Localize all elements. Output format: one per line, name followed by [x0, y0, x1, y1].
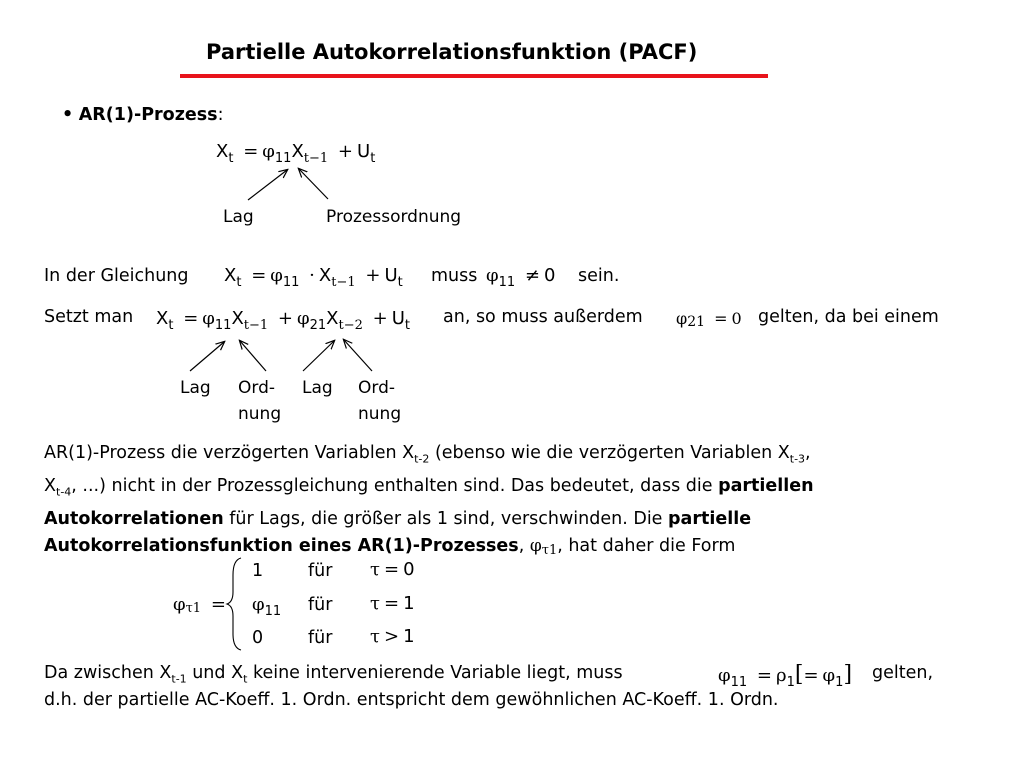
- g-u: U: [384, 265, 398, 286]
- sc-phi: φ: [676, 309, 688, 328]
- s-u: U: [391, 308, 405, 329]
- s-plus1: +: [277, 308, 293, 329]
- gc-phi: φ: [486, 265, 499, 286]
- case-tau: τ: [370, 626, 380, 647]
- p-phi-sub: τ1: [541, 542, 558, 558]
- fe-phi-sub: 11: [730, 675, 748, 690]
- eq1-xlag: X: [291, 141, 304, 162]
- fe-rho: ρ: [775, 665, 787, 686]
- eq1-u-sub: t: [370, 151, 376, 166]
- gc-neq: ≠: [524, 265, 540, 286]
- g-u-sub: t: [397, 275, 403, 290]
- label-ord-1-a: Ord-: [238, 378, 275, 398]
- gleichung-prefix: In der Gleichung: [44, 266, 189, 286]
- sc-zero: 0: [731, 309, 742, 328]
- gc-phi-sub: 11: [498, 275, 516, 290]
- sc-equals: =: [714, 309, 728, 328]
- bullet-dot: •: [62, 105, 74, 125]
- fe-rho-sub: 1: [786, 675, 795, 690]
- case-tau: τ: [370, 559, 380, 580]
- p-s4: t-4: [56, 485, 72, 499]
- case-value: 1: [252, 561, 264, 581]
- g-x: X: [224, 265, 237, 286]
- g-equals: =: [251, 265, 267, 286]
- s-equals: =: [183, 308, 199, 329]
- p-b4: Autokorrelationsfunktion eines AR(1)-Prozesses: [44, 535, 519, 556]
- fe-eq: =: [756, 665, 772, 686]
- eq1-phi-sub: 11: [274, 151, 292, 166]
- case-num: 1: [403, 593, 415, 614]
- f-t2: und X: [186, 663, 244, 683]
- eq1-x-sub: t: [228, 151, 234, 166]
- label-ord-1-b: nung: [238, 404, 282, 424]
- g-xlag-sub: t−1: [331, 275, 356, 290]
- case-rel: >: [383, 626, 400, 647]
- label-ord-2-a: Ord-: [358, 378, 395, 398]
- s-x2: X: [326, 308, 339, 329]
- label-lag-1: Lag: [180, 378, 211, 398]
- gleichung-muss: muss: [431, 266, 478, 286]
- s-phi2-sub: 21: [309, 318, 327, 333]
- case-value-phi: φ: [252, 594, 265, 615]
- eq1-u: U: [357, 141, 371, 162]
- g-phi-sub: 11: [282, 275, 300, 290]
- fe-phi2: φ: [822, 665, 836, 686]
- p-t4: X: [44, 476, 56, 496]
- final-equation: [718, 662, 853, 690]
- s-x-sub: t: [168, 318, 174, 333]
- eq1-equals: =: [243, 141, 259, 162]
- fe-eq2: =: [803, 665, 819, 686]
- case-value-sub: 11: [264, 604, 282, 619]
- p-t8: , hat daher die Form: [557, 535, 736, 556]
- eq1-xlag-sub: t−1: [303, 151, 329, 166]
- bullet-label: AR(1)-Prozess: [78, 105, 218, 125]
- page-title: Partielle Autokorrelationsfunktion (PACF): [206, 40, 698, 64]
- p-b2: Autokorrelationen: [44, 509, 224, 529]
- case-rel: =: [383, 593, 400, 614]
- s-x2-sub: t−2: [338, 318, 363, 333]
- eq1-phi: φ: [262, 141, 275, 162]
- case-fuer: für: [308, 561, 333, 581]
- eq1-x: X: [216, 141, 229, 162]
- cases-lhs-sub: τ1: [185, 601, 202, 616]
- f-s1: t-1: [171, 672, 187, 686]
- case-value: 0: [252, 628, 264, 648]
- case-num: 0: [403, 559, 415, 580]
- g-x-sub: t: [236, 275, 242, 290]
- eq1-plus: +: [337, 141, 353, 162]
- fe-phi: φ: [718, 665, 731, 686]
- case-fuer: für: [308, 595, 333, 615]
- p-b1: partiellen: [718, 476, 814, 496]
- p-t7: ,: [518, 535, 530, 556]
- g-phi: φ: [270, 265, 283, 286]
- bullet-colon: :: [217, 105, 224, 125]
- f-s2: t: [243, 672, 248, 686]
- p-t1: AR(1)-Prozess die verzögerten Variablen X: [44, 443, 415, 463]
- f-t1: Da zwischen X: [44, 663, 172, 683]
- s-phi2: φ: [297, 308, 310, 329]
- g-plus: +: [365, 265, 381, 286]
- setzt-middle: an, so muss außerdem: [443, 307, 643, 327]
- p-t2: (ebenso wie die verzögerten Variablen X: [429, 443, 790, 463]
- final-line-2: d.h. der partielle AC-Koeff. 1. Ordn. entspricht dem gewöhnlichen AC-Koeff. 1. Ordn.: [44, 690, 779, 710]
- s-x: X: [156, 308, 169, 329]
- label-lag: Lag: [223, 207, 254, 227]
- fe-phi2-sub: 1: [835, 675, 844, 690]
- s-x1: X: [231, 308, 244, 329]
- p-t3: ,: [805, 443, 811, 463]
- final-gelten: gelten,: [872, 663, 934, 683]
- s-x1-sub: t−1: [243, 318, 269, 333]
- fe-rb: ]: [843, 662, 853, 687]
- sc-phi-sub: 21: [687, 314, 706, 330]
- cases-lhs-phi: φ: [173, 594, 186, 615]
- s-plus2: +: [372, 308, 388, 329]
- gc-zero: 0: [543, 265, 556, 286]
- f-t3: keine intervenierende Variable liegt, muss: [247, 663, 623, 683]
- case-tau: τ: [370, 593, 380, 614]
- case-num: 1: [403, 626, 415, 647]
- p-phi: φ: [529, 535, 542, 556]
- p-t6: für Lags, die größer als 1 sind, verschwinden. Die: [223, 509, 669, 529]
- gleichung-suffix: sein.: [578, 266, 620, 286]
- p-t5: , ...) nicht in der Prozessgleichung enthalten sind. Das bedeutet, dass die: [71, 476, 719, 496]
- g-xlag: X: [318, 265, 332, 286]
- label-ord-2-b: nung: [358, 404, 402, 424]
- p-b3: partielle: [668, 509, 752, 529]
- case-fuer: für: [308, 628, 333, 648]
- s-phi1: φ: [202, 308, 215, 329]
- cases-equals: =: [210, 594, 226, 615]
- case-rel: =: [383, 559, 400, 580]
- p-s2: t-3: [789, 452, 806, 466]
- s-phi1-sub: 11: [214, 318, 232, 333]
- setzt-prefix: Setzt man: [44, 307, 134, 327]
- setzt-suffix: gelten, da bei einem: [758, 307, 939, 327]
- s-u-sub: t: [404, 318, 411, 333]
- label-lag-2: Lag: [302, 378, 333, 398]
- label-prozessordnung: Prozessordnung: [326, 207, 462, 227]
- fe-lb: [: [794, 662, 804, 687]
- p-s1: t-2: [414, 452, 430, 466]
- g-dot: ·: [309, 265, 315, 286]
